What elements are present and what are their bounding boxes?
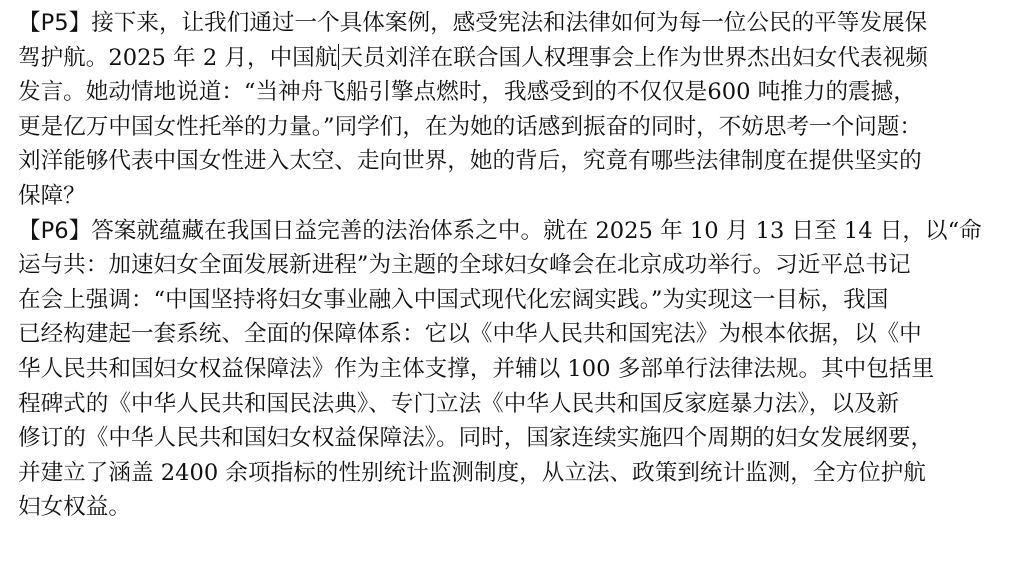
line-text: 修订的《中华人民共和国妇女权益保障法》。同时，国家连续实施四个周期的妇女发展纲要， — [18, 425, 934, 452]
line-text: 并建立了涵盖 2400 余项指标的性别统计监测制度，从立法、政策到统计监测，全方位护航 — [18, 459, 926, 486]
paragraph-p6 — [18, 214, 1018, 525]
text-line — [18, 490, 1018, 525]
line-text: 答案就蕴藏在我国日益完善的法治体系之中。就在 2025 年 10 月 13 日至 14 日，以“命 — [91, 217, 982, 244]
line-text: 程碑式的《中华人民共和国民法典》、专门立法《中华人民共和国反家庭暴力法》，以及新 — [18, 390, 900, 417]
paragraph-p5 — [18, 6, 1018, 214]
text-line — [18, 283, 1018, 318]
text-line — [18, 317, 1018, 352]
line-text: 保障？ — [18, 182, 86, 209]
line-text: 妇女权益。 — [18, 494, 131, 521]
text-line — [18, 387, 1018, 422]
paragraph-tag-p6: 【P6】 — [18, 217, 92, 244]
text-line — [18, 41, 1018, 76]
line-text: 驾护航。2025 年 2 月，中国航 天员刘洋在联合国人权理事会上作为世界杰出妇女代表视频 — [18, 44, 928, 71]
text-line — [18, 421, 1018, 456]
line-text: 已经构建起一套系统、全面的保障体系：它以《中华人民共和国宪法》为根本依据，以《中 — [18, 321, 922, 348]
line-text: 华人民共和国妇女权益保障法》作为主体支撑，并辅以 100 多部单行法律法规。其中包括里 — [18, 355, 935, 382]
text-line — [18, 110, 1018, 145]
text-line — [18, 75, 1018, 110]
line-text: 发言。她动情地说道：“当神舟飞船引擎点燃时，我感受到的不仅仅是600 吨推力的震撼， — [18, 79, 916, 106]
text-line — [18, 214, 1018, 249]
text-line — [18, 248, 1018, 283]
text-line — [18, 179, 1018, 214]
line-text: 刘洋能够代表中国女性进入太空、走向世界，她的背后，究竟有哪些法律制度在提供坚实的 — [18, 148, 922, 175]
line-text: 接下来，让我们通过一个具体案例，感受宪法和法律如何为每一位公民的平等发展保 — [91, 10, 928, 36]
line-text: 在会上强调：“中国坚持将妇女事业融入中国式现代化宏阔实践。”为实现这一目标，我国 — [18, 286, 889, 313]
line-text: 更是亿万中国女性托举的力量。”同学们，在为她的话感到振奋的同时，不妨思考一个问题： — [18, 113, 922, 140]
text-line — [18, 144, 1018, 179]
text-line — [18, 352, 1018, 387]
text-line — [18, 456, 1018, 491]
line-text: 运与共：加速妇女全面发展新进程”为主题的全球妇女峰会在北京成功举行。习近平总书记 — [18, 252, 911, 279]
paragraph-tag-p5: 【P5】 — [18, 10, 92, 36]
text-line — [18, 6, 1018, 41]
document-body — [18, 6, 1018, 525]
text-cursor — [338, 44, 339, 70]
